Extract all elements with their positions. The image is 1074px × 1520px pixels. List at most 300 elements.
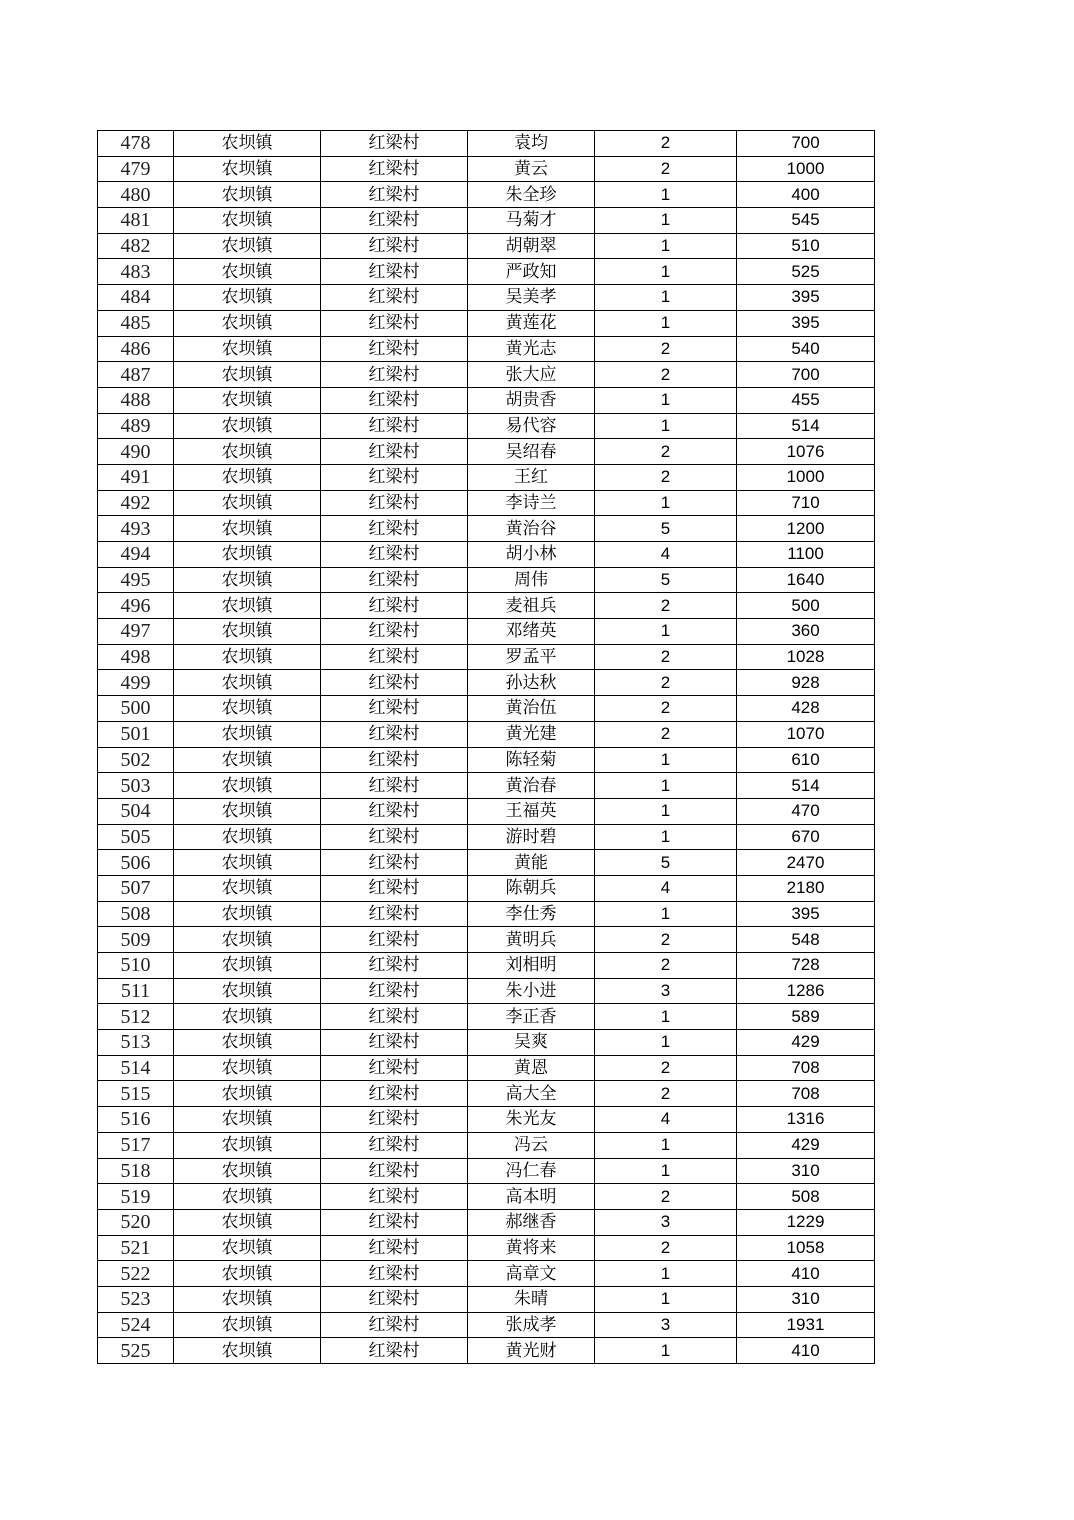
table-row [98,1235,875,1261]
village-cell: 红梁村 [321,1286,468,1312]
name-cell: 高章文 [468,1261,595,1287]
village-cell: 红梁村 [321,1261,468,1287]
town-cell: 农坝镇 [174,208,321,234]
name-cell: 刘相明 [468,953,595,979]
name-cell: 黄云 [468,156,595,182]
table-row [98,644,875,670]
town-cell: 农坝镇 [174,413,321,439]
village-cell: 红梁村 [321,259,468,285]
table-row [98,1338,875,1364]
name-cell: 袁均 [468,131,595,157]
name-cell: 黄莲花 [468,310,595,336]
amount-cell: 508 [737,1184,875,1210]
town-cell: 农坝镇 [174,1132,321,1158]
town-cell: 农坝镇 [174,1004,321,1030]
town-cell: 农坝镇 [174,1055,321,1081]
table-row [98,310,875,336]
row-number-cell: 479 [98,156,174,182]
household-size-cell: 2 [595,644,737,670]
town-cell: 农坝镇 [174,1107,321,1133]
town-cell: 农坝镇 [174,439,321,465]
town-cell: 农坝镇 [174,259,321,285]
row-number-cell: 497 [98,619,174,645]
table-row [98,850,875,876]
household-size-cell: 1 [595,1132,737,1158]
amount-cell: 514 [737,413,875,439]
row-number-cell: 516 [98,1107,174,1133]
household-size-cell: 1 [595,1004,737,1030]
household-size-cell: 3 [595,978,737,1004]
name-cell: 黄明兵 [468,927,595,953]
name-cell: 张大应 [468,362,595,388]
town-cell: 农坝镇 [174,696,321,722]
amount-cell: 1000 [737,464,875,490]
town-cell: 农坝镇 [174,567,321,593]
village-cell: 红梁村 [321,1107,468,1133]
row-number-cell: 523 [98,1286,174,1312]
row-number-cell: 511 [98,978,174,1004]
village-cell: 红梁村 [321,516,468,542]
village-cell: 红梁村 [321,336,468,362]
town-cell: 农坝镇 [174,1184,321,1210]
village-cell: 红梁村 [321,1055,468,1081]
row-number-cell: 514 [98,1055,174,1081]
village-cell: 红梁村 [321,593,468,619]
household-size-cell: 2 [595,696,737,722]
household-size-cell: 5 [595,567,737,593]
table-row [98,696,875,722]
name-cell: 李仕秀 [468,901,595,927]
town-cell: 农坝镇 [174,901,321,927]
table-row [98,1004,875,1030]
village-cell: 红梁村 [321,413,468,439]
name-cell: 易代容 [468,413,595,439]
village-cell: 红梁村 [321,156,468,182]
row-number-cell: 495 [98,567,174,593]
table-row [98,362,875,388]
row-number-cell: 525 [98,1338,174,1364]
table-row [98,464,875,490]
town-cell: 农坝镇 [174,182,321,208]
town-cell: 农坝镇 [174,927,321,953]
amount-cell: 310 [737,1286,875,1312]
household-size-cell: 4 [595,875,737,901]
town-cell: 农坝镇 [174,593,321,619]
town-cell: 农坝镇 [174,156,321,182]
name-cell: 麦祖兵 [468,593,595,619]
household-size-cell: 2 [595,670,737,696]
amount-cell: 395 [737,901,875,927]
row-number-cell: 486 [98,336,174,362]
table-body [98,131,875,1364]
table-row [98,773,875,799]
amount-cell: 1000 [737,156,875,182]
name-cell: 黄光志 [468,336,595,362]
table-row [98,721,875,747]
amount-cell: 1076 [737,439,875,465]
town-cell: 农坝镇 [174,644,321,670]
name-cell: 王红 [468,464,595,490]
household-size-cell: 1 [595,259,737,285]
amount-cell: 429 [737,1030,875,1056]
town-cell: 农坝镇 [174,285,321,311]
town-cell: 农坝镇 [174,1338,321,1364]
village-cell: 红梁村 [321,1004,468,1030]
amount-cell: 670 [737,824,875,850]
household-size-cell: 1 [595,387,737,413]
household-size-cell: 1 [595,798,737,824]
town-cell: 农坝镇 [174,953,321,979]
name-cell: 吴美孝 [468,285,595,311]
village-cell: 红梁村 [321,721,468,747]
name-cell: 朱全珍 [468,182,595,208]
table-row [98,798,875,824]
amount-cell: 708 [737,1081,875,1107]
village-cell: 红梁村 [321,927,468,953]
row-number-cell: 483 [98,259,174,285]
table-row [98,1132,875,1158]
amount-cell: 1200 [737,516,875,542]
name-cell: 冯仁春 [468,1158,595,1184]
amount-cell: 510 [737,233,875,259]
household-size-cell: 1 [595,233,737,259]
name-cell: 吴绍春 [468,439,595,465]
name-cell: 朱晴 [468,1286,595,1312]
table-row [98,901,875,927]
village-cell: 红梁村 [321,619,468,645]
row-number-cell: 482 [98,233,174,259]
amount-cell: 400 [737,182,875,208]
village-cell: 红梁村 [321,1158,468,1184]
village-cell: 红梁村 [321,850,468,876]
name-cell: 周伟 [468,567,595,593]
table-row [98,670,875,696]
household-size-cell: 1 [595,1338,737,1364]
row-number-cell: 500 [98,696,174,722]
table-row [98,824,875,850]
household-size-cell: 1 [595,747,737,773]
amount-cell: 1931 [737,1312,875,1338]
household-size-cell: 2 [595,953,737,979]
village-cell: 红梁村 [321,901,468,927]
name-cell: 黄将来 [468,1235,595,1261]
village-cell: 红梁村 [321,182,468,208]
town-cell: 农坝镇 [174,490,321,516]
village-cell: 红梁村 [321,798,468,824]
row-number-cell: 492 [98,490,174,516]
household-size-cell: 4 [595,542,737,568]
row-number-cell: 478 [98,131,174,157]
table-row [98,593,875,619]
amount-cell: 395 [737,310,875,336]
table-row [98,1158,875,1184]
table-row [98,1261,875,1287]
name-cell: 朱小进 [468,978,595,1004]
amount-cell: 470 [737,798,875,824]
household-size-cell: 5 [595,850,737,876]
amount-cell: 360 [737,619,875,645]
household-size-cell: 1 [595,1286,737,1312]
amount-cell: 545 [737,208,875,234]
row-number-cell: 508 [98,901,174,927]
table-row [98,1312,875,1338]
row-number-cell: 509 [98,927,174,953]
village-cell: 红梁村 [321,1030,468,1056]
row-number-cell: 507 [98,875,174,901]
amount-cell: 455 [737,387,875,413]
village-cell: 红梁村 [321,747,468,773]
household-size-cell: 2 [595,131,737,157]
row-number-cell: 487 [98,362,174,388]
row-number-cell: 524 [98,1312,174,1338]
name-cell: 胡贵香 [468,387,595,413]
table-row [98,516,875,542]
row-number-cell: 517 [98,1132,174,1158]
town-cell: 农坝镇 [174,773,321,799]
village-cell: 红梁村 [321,875,468,901]
row-number-cell: 489 [98,413,174,439]
town-cell: 农坝镇 [174,1030,321,1056]
household-size-cell: 1 [595,901,737,927]
table-row [98,413,875,439]
village-cell: 红梁村 [321,1081,468,1107]
household-size-cell: 2 [595,927,737,953]
amount-cell: 1058 [737,1235,875,1261]
village-cell: 红梁村 [321,542,468,568]
village-cell: 红梁村 [321,824,468,850]
table-row [98,156,875,182]
name-cell: 李正香 [468,1004,595,1030]
town-cell: 农坝镇 [174,131,321,157]
household-size-cell: 2 [595,336,737,362]
table-row [98,1055,875,1081]
name-cell: 黄光财 [468,1338,595,1364]
amount-cell: 410 [737,1261,875,1287]
table-row [98,1107,875,1133]
row-number-cell: 480 [98,182,174,208]
table-row [98,1286,875,1312]
amount-cell: 2180 [737,875,875,901]
row-number-cell: 481 [98,208,174,234]
village-cell: 红梁村 [321,439,468,465]
village-cell: 红梁村 [321,567,468,593]
household-size-cell: 3 [595,1312,737,1338]
name-cell: 郝继香 [468,1209,595,1235]
town-cell: 农坝镇 [174,824,321,850]
town-cell: 农坝镇 [174,1261,321,1287]
amount-cell: 728 [737,953,875,979]
row-number-cell: 505 [98,824,174,850]
table-row [98,182,875,208]
row-number-cell: 512 [98,1004,174,1030]
amount-cell: 1640 [737,567,875,593]
table-row [98,1030,875,1056]
amount-cell: 514 [737,773,875,799]
household-size-cell: 1 [595,208,737,234]
household-size-cell: 1 [595,310,737,336]
town-cell: 农坝镇 [174,798,321,824]
table-row [98,978,875,1004]
town-cell: 农坝镇 [174,516,321,542]
name-cell: 张成孝 [468,1312,595,1338]
table-row [98,490,875,516]
town-cell: 农坝镇 [174,336,321,362]
town-cell: 农坝镇 [174,1235,321,1261]
name-cell: 胡朝翠 [468,233,595,259]
amount-cell: 708 [737,1055,875,1081]
row-number-cell: 498 [98,644,174,670]
town-cell: 农坝镇 [174,1286,321,1312]
table-row [98,439,875,465]
table-row [98,285,875,311]
household-size-cell: 2 [595,1184,737,1210]
row-number-cell: 484 [98,285,174,311]
name-cell: 黄恩 [468,1055,595,1081]
row-number-cell: 506 [98,850,174,876]
household-size-cell: 2 [595,464,737,490]
table-row [98,387,875,413]
amount-cell: 428 [737,696,875,722]
table-row [98,619,875,645]
town-cell: 农坝镇 [174,1081,321,1107]
household-size-cell: 1 [595,1030,737,1056]
name-cell: 冯云 [468,1132,595,1158]
town-cell: 农坝镇 [174,721,321,747]
household-size-cell: 2 [595,1081,737,1107]
name-cell: 严政知 [468,259,595,285]
household-size-cell: 2 [595,156,737,182]
table-row [98,1209,875,1235]
village-cell: 红梁村 [321,1132,468,1158]
row-number-cell: 522 [98,1261,174,1287]
row-number-cell: 491 [98,464,174,490]
amount-cell: 1070 [737,721,875,747]
amount-cell: 429 [737,1132,875,1158]
table-row [98,131,875,157]
household-size-cell: 2 [595,362,737,388]
name-cell: 陈朝兵 [468,875,595,901]
village-cell: 红梁村 [321,490,468,516]
household-size-cell: 1 [595,619,737,645]
row-number-cell: 510 [98,953,174,979]
row-number-cell: 513 [98,1030,174,1056]
town-cell: 农坝镇 [174,1209,321,1235]
table-row [98,875,875,901]
village-cell: 红梁村 [321,1235,468,1261]
town-cell: 农坝镇 [174,850,321,876]
village-cell: 红梁村 [321,1209,468,1235]
name-cell: 高本明 [468,1184,595,1210]
household-size-cell: 1 [595,182,737,208]
name-cell: 黄治谷 [468,516,595,542]
village-cell: 红梁村 [321,773,468,799]
name-cell: 马菊才 [468,208,595,234]
row-number-cell: 499 [98,670,174,696]
table-row [98,233,875,259]
name-cell: 陈轻菊 [468,747,595,773]
name-cell: 吴爽 [468,1030,595,1056]
household-size-cell: 2 [595,721,737,747]
amount-cell: 310 [737,1158,875,1184]
table-row [98,953,875,979]
village-cell: 红梁村 [321,131,468,157]
table-row [98,542,875,568]
village-cell: 红梁村 [321,953,468,979]
name-cell: 黄治春 [468,773,595,799]
amount-cell: 540 [737,336,875,362]
town-cell: 农坝镇 [174,747,321,773]
table-row [98,259,875,285]
town-cell: 农坝镇 [174,619,321,645]
household-size-cell: 1 [595,413,737,439]
town-cell: 农坝镇 [174,670,321,696]
household-size-cell: 4 [595,1107,737,1133]
household-size-cell: 1 [595,773,737,799]
row-number-cell: 488 [98,387,174,413]
name-cell: 黄治伍 [468,696,595,722]
household-size-cell: 2 [595,1235,737,1261]
household-size-cell: 3 [595,1209,737,1235]
table-row [98,1081,875,1107]
town-cell: 农坝镇 [174,387,321,413]
amount-cell: 500 [737,593,875,619]
amount-cell: 700 [737,362,875,388]
village-cell: 红梁村 [321,362,468,388]
data-table [97,130,875,1364]
name-cell: 黄能 [468,850,595,876]
name-cell: 邓绪英 [468,619,595,645]
row-number-cell: 503 [98,773,174,799]
row-number-cell: 515 [98,1081,174,1107]
village-cell: 红梁村 [321,1184,468,1210]
amount-cell: 1100 [737,542,875,568]
household-size-cell: 5 [595,516,737,542]
amount-cell: 589 [737,1004,875,1030]
name-cell: 王福英 [468,798,595,824]
town-cell: 农坝镇 [174,1312,321,1338]
row-number-cell: 485 [98,310,174,336]
row-number-cell: 496 [98,593,174,619]
name-cell: 孙达秋 [468,670,595,696]
name-cell: 黄光建 [468,721,595,747]
amount-cell: 1028 [737,644,875,670]
village-cell: 红梁村 [321,310,468,336]
amount-cell: 548 [737,927,875,953]
village-cell: 红梁村 [321,1312,468,1338]
name-cell: 胡小林 [468,542,595,568]
row-number-cell: 520 [98,1209,174,1235]
row-number-cell: 501 [98,721,174,747]
table-row [98,1184,875,1210]
amount-cell: 928 [737,670,875,696]
amount-cell: 525 [737,259,875,285]
amount-cell: 2470 [737,850,875,876]
amount-cell: 1229 [737,1209,875,1235]
village-cell: 红梁村 [321,1338,468,1364]
name-cell: 朱光友 [468,1107,595,1133]
town-cell: 农坝镇 [174,1158,321,1184]
name-cell: 游时碧 [468,824,595,850]
row-number-cell: 490 [98,439,174,465]
household-size-cell: 1 [595,1158,737,1184]
village-cell: 红梁村 [321,978,468,1004]
village-cell: 红梁村 [321,670,468,696]
table-row [98,208,875,234]
table-row [98,336,875,362]
amount-cell: 1286 [737,978,875,1004]
village-cell: 红梁村 [321,696,468,722]
household-size-cell: 2 [595,1055,737,1081]
